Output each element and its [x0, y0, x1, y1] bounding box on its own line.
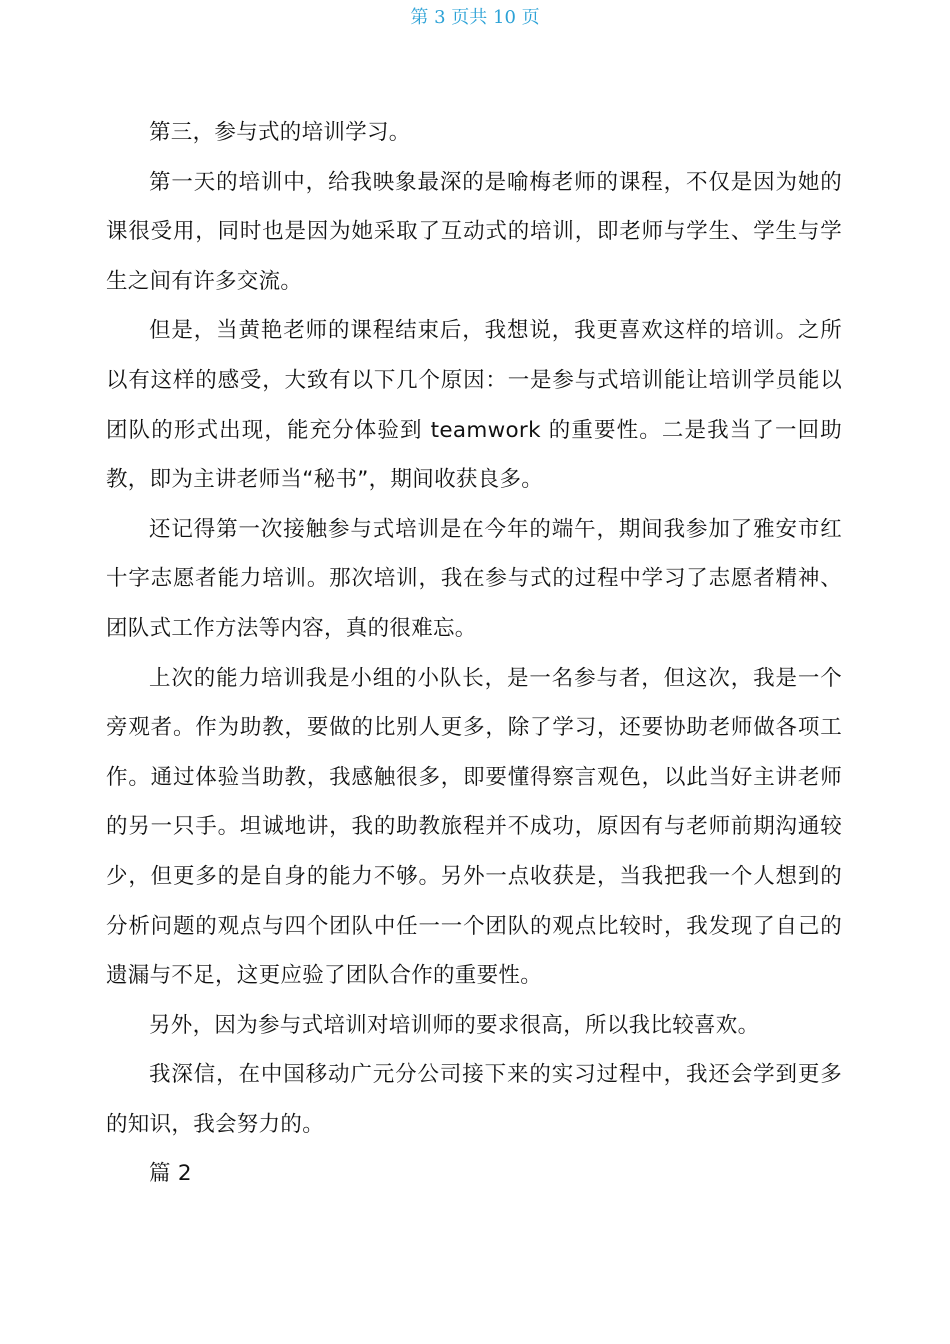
section-heading-part-2: 篇 2 [149, 1161, 192, 1187]
paragraph: 另外，因为参与式培训对培训师的要求很高，所以我比较喜欢。 [149, 1012, 760, 1038]
page-number-header: 第 3 页共 10 页 [410, 7, 540, 28]
paragraph: 第一天的培训中，给我映象最深的是喻梅老师的课程，不仅是因为她的课很受用，同时也是因为她采取了互动式的培训，即老师与学生、学生与学生之间有许多交流。 [106, 169, 842, 294]
paragraph: 上次的能力培训我是小组的小队长，是一名参与者，但这次，我是一个旁观者。作为助教，要做的比别人更多，除了学习，还要协助老师做各项工作。通过体验当助教，我感触很多，即要懂得察言观色，以此当好主讲老师的另一只手。坦诚地讲，我的助教旅程并不成功，原因有与老师前期沟通较少，但更多的是自身的能力不够。另外一点收获是，当我把我一个人想到的分析问题的观点与四个团队中任一一个团队的观点比较时，我发现了自己的遗漏与不足，这更应验了团队合作的重要性。 [106, 665, 842, 989]
paragraph-heading-third: 第三，参与式的培训学习。 [149, 120, 411, 145]
document-body [106, 108, 842, 1199]
paragraph: 但是，当黄艳老师的课程结束后，我想说，我更喜欢这样的培训。之所以有这样的感受，大致有以下几个原因：一是参与式培训能让培训学员能以团队的形式出现，能充分体验到 teamwork 的重要性。二是我当了一回助教，即为主讲老师当“秘书”，期间收获良多。 [106, 318, 842, 493]
paragraph: 我深信，在中国移动广元分公司接下来的实习过程中，我还会学到更多的知识，我会努力的。 [106, 1062, 842, 1137]
paragraph: 还记得第一次接触参与式培训是在今年的端午，期间我参加了雅安市红十字志愿者能力培训。那次培训，我在参与式的过程中学习了志愿者精神、团队式工作方法等内容，真的很难忘。 [106, 516, 842, 641]
